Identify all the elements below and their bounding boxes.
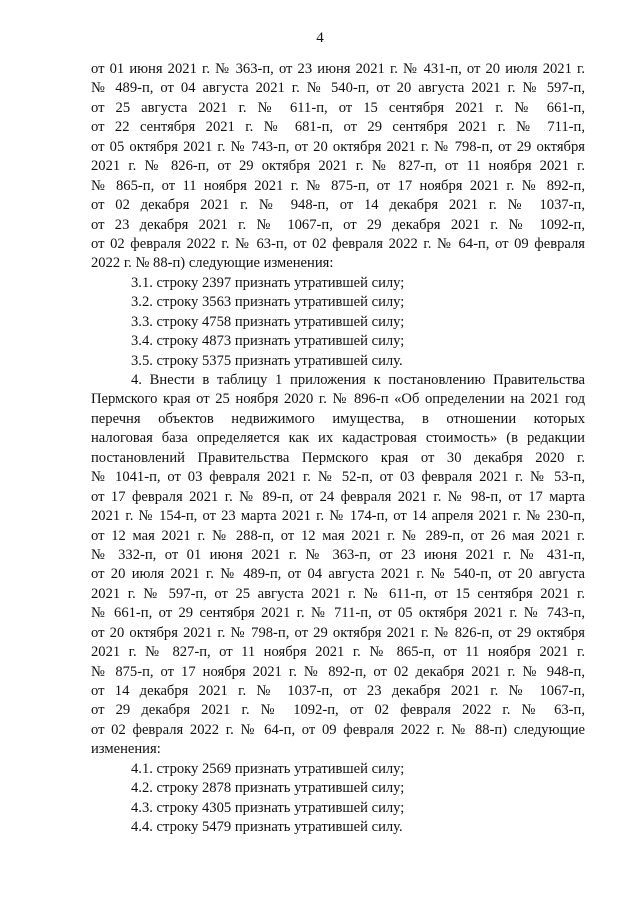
text-line: 2021 г. № 597-п, от 25 августа 2021 г. № 611-п, от 15 сентября 2021 г. [91, 585, 585, 602]
text-line: от 02 февраля 2022 г. № 64-п, от 09 февраля 2022 г. № 88-п) следующие [91, 721, 585, 738]
text-line: 2022 г. № 88-п) следующие изменения: [91, 255, 334, 272]
text-line: № 865-п, от 11 ноября 2021 г. № 875-п, от 17 ноября 2021 г. № 892-п, [91, 177, 585, 194]
text-line: от 01 июня 2021 г. № 363-п, от 23 июня 2021 г. № 431-п, от 20 июля 2021 г. [91, 61, 585, 77]
text-line: 4.4. строку 5479 признать утратившей силу. [131, 819, 403, 836]
text-line: от 17 февраля 2021 г. № 89-п, от 24 февраля 2021 г. № 98-п, от 17 марта [91, 488, 585, 505]
text-line: от 02 февраля 2022 г. № 63-п, от 02 февраля 2022 г. № 64-п, от 09 февраля [91, 235, 585, 252]
text-line: от 23 декабря 2021 г. № 1067-п, от 29 декабря 2021 г. № 1092-п, [91, 216, 585, 233]
text-line: 3.3. строку 4758 признать утратившей силу; [131, 313, 405, 330]
text-line: от 20 июля 2021 г. № 489-п, от 04 августа 2021 г. № 540-п, от 20 августа [91, 566, 585, 583]
text-line: № 661-п, от 29 сентября 2021 г. № 711-п, от 05 октября 2021 г. № 743-п, [91, 605, 585, 622]
text-line: постановлений Правительства Пермского края от 30 декабря 2020 г. [91, 449, 585, 466]
text-line: 3.4. строку 4873 признать утратившей силу; [131, 333, 405, 350]
text-line: перечня объектов недвижимого имущества, в отношении которых [91, 410, 585, 427]
text-line: 3.1. строку 2397 признать утратившей силу; [131, 274, 405, 291]
text-line: 4.3. строку 4305 признать утратившей силу; [131, 799, 405, 816]
text-line: от 12 мая 2021 г. № 288-п, от 12 мая 2021 г. № 289-п, от 26 мая 2021 г. [91, 527, 585, 544]
text-line: № 875-п, от 17 ноября 2021 г. № 892-п, от 02 декабря 2021 г. № 948-п, [91, 663, 585, 680]
text-line: № 489-п, от 04 августа 2021 г. № 540-п, от 20 августа 2021 г. № 597-п, [91, 80, 585, 97]
text-line: от 22 сентября 2021 г. № 681-п, от 29 сентября 2021 г. № 711-п, [91, 119, 585, 136]
text-line: изменения: [91, 741, 161, 758]
text-line: 3.2. строку 3563 признать утратившей силу; [131, 294, 405, 311]
text-line: 3.5. строку 5375 признать утратившей силу. [131, 352, 403, 369]
text-line: 4. Внести в таблицу 1 приложения к постановлению Правительства [131, 372, 585, 388]
text-line: 4.2. строку 2878 признать утратившей силу; [131, 780, 405, 797]
document-body [91, 60, 585, 838]
text-line: № 1041-п, от 03 февраля 2021 г. № 52-п, от 03 февраля 2021 г. № 53-п, [91, 469, 585, 486]
text-line: Пермского края от 25 ноября 2020 г. № 896-п «Об определении на 2021 год [91, 391, 585, 408]
text-line: от 20 октября 2021 г. № 798-п, от 29 октября 2021 г. № 826-п, от 29 октября [91, 624, 585, 641]
text-line: от 29 декабря 2021 г. № 1092-п, от 02 февраля 2022 г. № 63-п, [91, 702, 585, 719]
text-line: от 02 декабря 2021 г. № 948-п, от 14 декабря 2021 г. № 1037-п, [91, 197, 585, 214]
text-line: 4.1. строку 2569 признать утратившей силу; [131, 760, 405, 777]
text-line: от 14 декабря 2021 г. № 1037-п, от 23 декабря 2021 г. № 1067-п, [91, 683, 585, 699]
text-line: налоговая база определяется как их кадастровая стоимость» (в редакции [91, 430, 585, 447]
text-line: от 05 октября 2021 г. № 743-п, от 20 октября 2021 г. № 798-п, от 29 октября [91, 138, 585, 155]
text-line: 2021 г. № 826-п, от 29 октября 2021 г. № 827-п, от 11 ноября 2021 г. [91, 158, 585, 175]
text-line: 2021 г. № 154-п, от 23 марта 2021 г. № 174-п, от 14 апреля 2021 г. № 230-п, [91, 508, 585, 525]
text-line: № 332-п, от 01 июня 2021 г. № 363-п, от 23 июня 2021 г. № 431-п, [91, 546, 585, 563]
text-line: от 25 августа 2021 г. № 611-п, от 15 сентября 2021 г. № 661-п, [91, 99, 585, 116]
text-line: 2021 г. № 827-п, от 11 ноября 2021 г. № 865-п, от 11 ноября 2021 г. [91, 644, 585, 661]
page-number: 4 [316, 30, 324, 46]
